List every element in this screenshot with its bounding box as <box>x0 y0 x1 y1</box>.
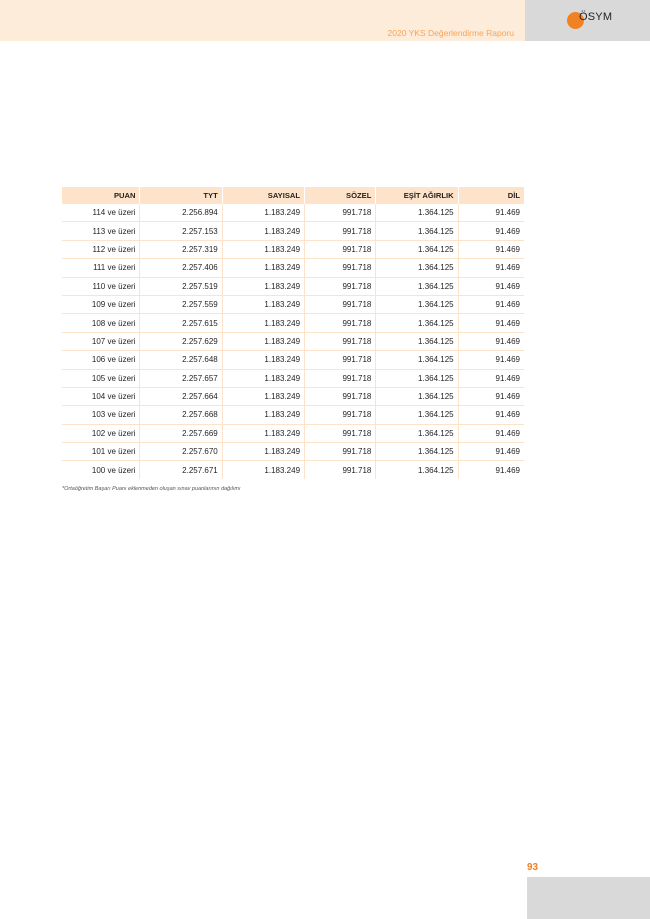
table-cell: 91.469 <box>458 277 524 295</box>
table-cell: 2.257.670 <box>140 443 222 461</box>
table-cell: 991.718 <box>305 387 376 405</box>
table-cell: 1.183.249 <box>222 295 304 313</box>
table-cell: 1.183.249 <box>222 351 304 369</box>
table-cell: 2.257.648 <box>140 351 222 369</box>
table-row <box>62 424 524 442</box>
table-cell: 1.183.249 <box>222 443 304 461</box>
table-cell: 114 ve üzeri <box>62 204 140 222</box>
table-cell: 107 ve üzeri <box>62 332 140 350</box>
table-cell: 109 ve üzeri <box>62 295 140 313</box>
table-header-row <box>62 187 524 204</box>
column-header-puan: PUAN <box>62 187 140 204</box>
table-row <box>62 259 524 277</box>
table-cell: 101 ve üzeri <box>62 443 140 461</box>
logo-text: ÖSYM <box>579 11 613 23</box>
table-cell: 991.718 <box>305 204 376 222</box>
table-cell: 91.469 <box>458 222 524 240</box>
table-cell: 91.469 <box>458 461 524 479</box>
table-cell: 991.718 <box>305 295 376 313</box>
table-cell: 1.364.125 <box>376 461 458 479</box>
table-cell: 991.718 <box>305 369 376 387</box>
table-cell: 991.718 <box>305 406 376 424</box>
column-header-dil: DİL <box>458 187 524 204</box>
table-cell: 91.469 <box>458 295 524 313</box>
table-cell: 2.256.894 <box>140 204 222 222</box>
table-cell: 2.257.559 <box>140 295 222 313</box>
table-cell: 1.364.125 <box>376 277 458 295</box>
table-cell: 2.257.671 <box>140 461 222 479</box>
table-cell: 91.469 <box>458 351 524 369</box>
table-cell: 91.469 <box>458 332 524 350</box>
table-cell: 91.469 <box>458 443 524 461</box>
table-cell: 1.364.125 <box>376 204 458 222</box>
table-row <box>62 369 524 387</box>
table-cell: 1.364.125 <box>376 351 458 369</box>
table-cell: 2.257.319 <box>140 240 222 258</box>
table-row <box>62 351 524 369</box>
table-cell: 1.183.249 <box>222 369 304 387</box>
table-row <box>62 295 524 313</box>
score-distribution-table <box>62 187 524 479</box>
table-cell: 91.469 <box>458 424 524 442</box>
table-cell: 2.257.519 <box>140 277 222 295</box>
table-cell: 2.257.153 <box>140 222 222 240</box>
table-cell: 2.257.657 <box>140 369 222 387</box>
table-cell: 1.364.125 <box>376 387 458 405</box>
table-cell: 1.364.125 <box>376 240 458 258</box>
table-cell: 1.183.249 <box>222 332 304 350</box>
table-cell: 91.469 <box>458 204 524 222</box>
table-row <box>62 240 524 258</box>
table-cell: 1.364.125 <box>376 295 458 313</box>
table-cell: 111 ve üzeri <box>62 259 140 277</box>
table-cell: 100 ve üzeri <box>91 465 136 475</box>
table-cell: 991.718 <box>305 443 376 461</box>
table-cell: 91.469 <box>458 406 524 424</box>
table-cell: 1.183.249 <box>222 314 304 332</box>
table-cell: 1.183.249 <box>222 387 304 405</box>
table-cell: 102 ve üzeri <box>62 424 140 442</box>
column-header-sayisal: SAYISAL <box>222 187 304 204</box>
column-header-tyt: TYT <box>140 187 222 204</box>
table-cell: 1.183.249 <box>222 406 304 424</box>
table-cell: 1.364.125 <box>376 314 458 332</box>
table-row <box>62 314 524 332</box>
table-body <box>62 204 524 479</box>
table-row <box>62 443 524 461</box>
table-cell: 108 ve üzeri <box>62 314 140 332</box>
table-cell: 991.718 <box>305 259 376 277</box>
table-cell: 1.183.249 <box>222 277 304 295</box>
column-header-esit-agirlik: EŞİT AĞIRLIK <box>376 187 458 204</box>
table-cell: 112 ve üzeri <box>62 240 140 258</box>
table-cell: 2.257.629 <box>140 332 222 350</box>
table-cell: 91.469 <box>458 259 524 277</box>
table-cell: 1.364.125 <box>376 332 458 350</box>
table-cell: 991.718 <box>305 351 376 369</box>
table-cell: 110 ve üzeri <box>62 277 140 295</box>
table-cell: 2.257.406 <box>140 259 222 277</box>
table-cell: 1.183.249 <box>222 222 304 240</box>
table-cell: 991.718 <box>305 461 376 479</box>
table-cell: 91.469 <box>458 387 524 405</box>
table-cell: 1.183.249 <box>222 204 304 222</box>
table-cell: 106 ve üzeri <box>62 351 140 369</box>
table-cell: 991.718 <box>305 240 376 258</box>
table-row <box>62 387 524 405</box>
table-cell: 113 ve üzeri <box>62 222 140 240</box>
table-cell: 991.718 <box>305 314 376 332</box>
table-cell: 2.257.668 <box>140 406 222 424</box>
footnote: *Ortaöğretim Başarı Puanı eklenmeden oluşan sınav puanlarının dağılımı <box>62 486 241 492</box>
table-row <box>62 332 524 350</box>
table-cell: 2.257.669 <box>140 424 222 442</box>
table-row <box>62 461 524 479</box>
table-cell: 991.718 <box>305 332 376 350</box>
table-cell: 91.469 <box>458 240 524 258</box>
table-cell: 105 ve üzeri <box>62 369 140 387</box>
table-cell: 2.257.664 <box>140 387 222 405</box>
table-row <box>62 204 524 222</box>
table-cell: 1.183.249 <box>222 240 304 258</box>
table-cell: 1.183.249 <box>222 461 304 479</box>
table-cell: 1.183.249 <box>222 259 304 277</box>
table-cell: 2.257.615 <box>140 314 222 332</box>
table-row <box>62 406 524 424</box>
table-cell: 1.364.125 <box>376 406 458 424</box>
table-cell: 104 ve üzeri <box>62 387 140 405</box>
table-row <box>62 222 524 240</box>
column-header-sozel: SÖZEL <box>305 187 376 204</box>
table-cell: 91.469 <box>458 369 524 387</box>
report-title: 2020 YKS Değerlendirme Raporu <box>387 28 514 38</box>
table-row <box>62 277 524 295</box>
table-cell: 991.718 <box>305 222 376 240</box>
table-cell: 103 ve üzeri <box>62 406 140 424</box>
table-cell: 1.364.125 <box>376 222 458 240</box>
table-cell: 1.364.125 <box>376 443 458 461</box>
table-cell: 1.364.125 <box>376 424 458 442</box>
page-number: 93 <box>527 862 539 873</box>
footer-bar <box>527 877 650 919</box>
table-cell: 91.469 <box>458 314 524 332</box>
table-cell: 1.364.125 <box>376 369 458 387</box>
table-cell: 991.718 <box>305 277 376 295</box>
table-cell: 1.183.249 <box>222 424 304 442</box>
table-cell: 991.718 <box>305 424 376 442</box>
table-cell: 1.364.125 <box>376 259 458 277</box>
